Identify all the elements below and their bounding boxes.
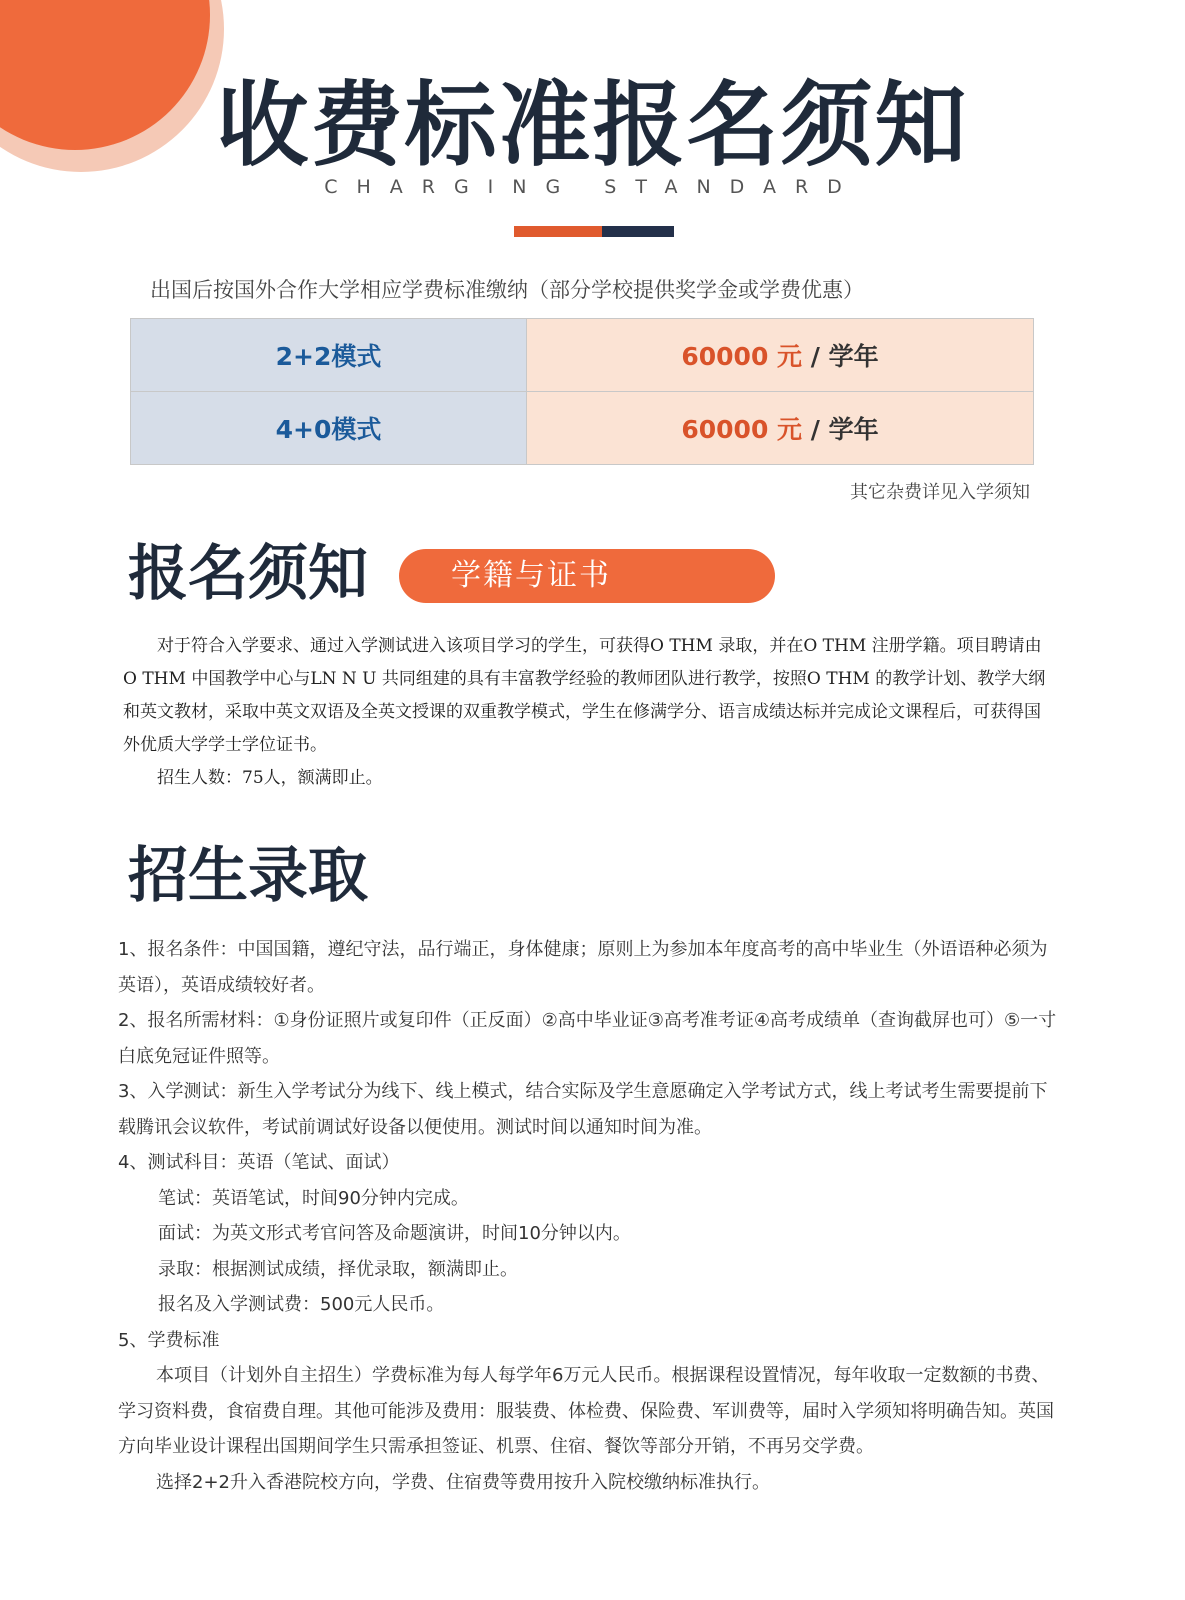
- tuition-paragraph: 选择2+2升入香港院校方向，学费、住宿费等费用按升入院校缴纳标准执行。: [156, 1471, 770, 1493]
- registration-heading: 报名须知: [128, 539, 368, 609]
- registration-paragraph: 招生人数：75人，额满即止。: [157, 768, 383, 788]
- page-subtitle: CHARGING STANDARD: [324, 176, 861, 198]
- admission-item: 4、测试科目：英语（笔试、面试）: [118, 1152, 400, 1173]
- admission-item: 1、报名条件：中国国籍，遵纪守法，品行端正，身体健康；原则上为参加本年度高考的高中毕业生（外语语种必须为英语），英语成绩较好者。: [118, 939, 1048, 996]
- registration-text: [123, 630, 1055, 795]
- fee-price-cell: [527, 392, 1034, 465]
- underline-orange-segment: [514, 226, 602, 237]
- fee-mode-cell: 2+2模式: [131, 319, 527, 392]
- status-certificate-pill: 学籍与证书: [399, 549, 775, 603]
- admission-item: 2、报名所需材料：①身份证照片或复印件（正反面）②高中毕业证③高考准考证④高考成绩单（查询截屏也可）⑤一寸白底免冠证件照等。: [118, 1010, 1057, 1067]
- fee-extra-note: 其它杂费详见入学须知: [850, 482, 1030, 503]
- admission-sub-item: 报名及入学测试费：500元人民币。: [158, 1294, 445, 1315]
- page-title: 收费标准报名须知: [216, 72, 969, 179]
- fee-row: [131, 392, 1034, 465]
- underline-navy-segment: [602, 226, 674, 237]
- title-underline: [514, 226, 674, 237]
- admission-sub-item: 面试：为英文形式考官问答及命题演讲，时间10分钟以内。: [158, 1223, 631, 1244]
- admission-heading: 招生录取: [128, 841, 368, 911]
- admission-item: 5、学费标准: [118, 1329, 220, 1351]
- fee-note: 出国后按国外合作大学相应学费标准缴纳（部分学校提供奖学金或学费优惠）: [150, 278, 864, 302]
- fee-table: [130, 318, 1034, 465]
- admission-item: 3、入学测试：新生入学考试分为线下、线上模式，结合实际及学生意愿确定入学考试方式，线上考试考生需要提前下载腾讯会议软件，考试前调试好设备以便使用。测试时间以通知时间为准。: [118, 1081, 1048, 1138]
- admission-list: [118, 932, 1058, 1500]
- fee-amount: 60000 元: [681, 342, 803, 371]
- fee-mode-cell: 4+0模式: [131, 392, 527, 465]
- registration-paragraph: 对于符合入学要求、通过入学测试进入该项目学习的学生，可获得O THM 录取，并在O THM 注册学籍。项目聘请由O THM 中国教学中心与LN N U 共同组建的具有丰富教学经验的教师团队进行教学，按照O THM 的教学计划、教学大纲和英文教材，采取中英文双语及全英文授课的双重教学模式，学生在修满学分、语言成绩达标并完成论文课程后，可获得国外优质大学学士学位证书。: [123, 636, 1046, 755]
- fee-unit: / 学年: [802, 342, 879, 371]
- admission-sub-item: 笔试：英语笔试，时间90分钟内完成。: [158, 1187, 469, 1209]
- tuition-paragraph: 本项目（计划外自主招生）学费标准为每人每学年6万元人民币。根据课程设置情况，每年收取一定数额的书费、学习资料费，食宿费自理。其他可能涉及费用：服装费、体检费、保险费、军训费等，届时入学须知将明确告知。英国方向毕业设计课程出国期间学生只需承担签证、机票、住宿、餐饮等部分开销，不再另交学费。: [118, 1365, 1054, 1457]
- fee-row: [131, 319, 1034, 392]
- fee-amount: 60000 元: [681, 415, 803, 444]
- admission-sub-item: 录取：根据测试成绩，择优录取，额满即止。: [158, 1258, 518, 1280]
- fee-price-cell: [527, 319, 1034, 392]
- fee-unit: / 学年: [802, 415, 879, 444]
